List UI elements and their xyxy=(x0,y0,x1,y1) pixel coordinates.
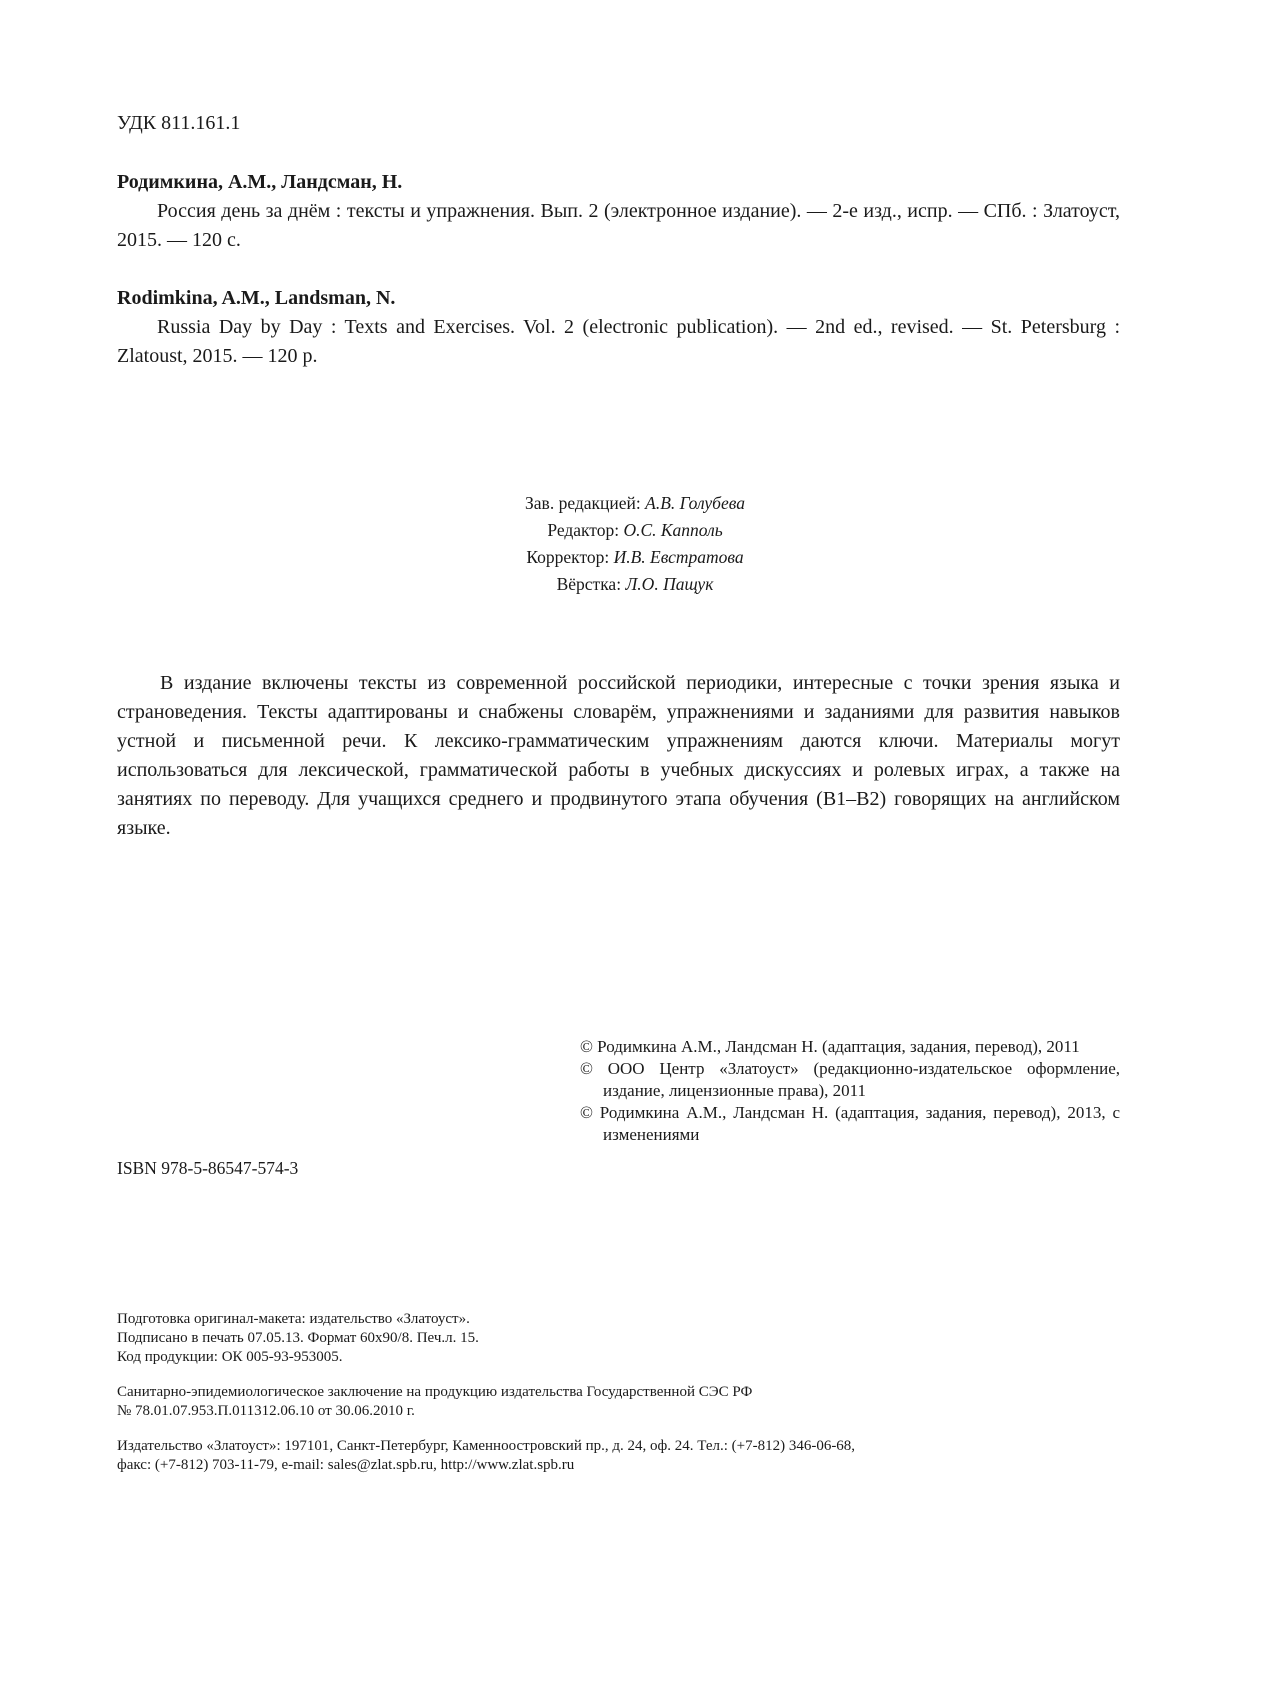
staff-line xyxy=(0,517,1270,544)
udk-code: УДК 811.161.1 xyxy=(117,112,241,134)
bibliographic-entry-english xyxy=(117,284,1120,371)
staff-line xyxy=(0,544,1270,571)
imprint-line: № 78.01.07.953.П.011312.06.10 от 30.06.2010 г. xyxy=(117,1403,415,1419)
staff-line xyxy=(0,490,1270,517)
staff-role: Вёрстка: xyxy=(556,574,622,594)
staff-name: И.В. Евстратова xyxy=(613,547,744,567)
editorial-staff xyxy=(0,490,1270,598)
staff-name: О.С. Капполь xyxy=(623,520,723,540)
imprint-production xyxy=(117,1310,1120,1367)
staff-name: А.В. Голубева xyxy=(645,493,745,513)
bibliographic-entry-russian xyxy=(117,168,1120,255)
staff-line xyxy=(0,571,1270,598)
isbn: ISBN 978-5-86547-574-3 xyxy=(117,1158,299,1178)
staff-role: Корректор: xyxy=(526,547,610,567)
imprint-line: Подписано в печать 07.05.13. Формат 60x90/8. Печ.л. 15. xyxy=(117,1330,479,1346)
imprint-publisher xyxy=(117,1437,1120,1475)
imprint-line: Издательство «Златоуст»: 197101, Санкт-Петербург, Каменноостровский пр., д. 24, оф. 24. Тел.: (+7-812) 346-06-68, xyxy=(117,1438,856,1454)
entry-description: Russia Day by Day : Texts and Exercises. Vol. 2 (electronic publication). — 2nd ed., revised. — St. Petersburg : Zlatoust, 2015. — 120 p. xyxy=(117,316,1120,367)
copyright-notice: © Родимкина А.М., Ландсман Н. (адаптация, задания, перевод), 2011 xyxy=(580,1037,1080,1056)
staff-role: Редактор: xyxy=(547,520,620,540)
imprint xyxy=(117,1310,1120,1491)
staff-name: Л.О. Пащук xyxy=(625,574,714,594)
copyright-notices xyxy=(580,1036,1120,1146)
imprint-line: факс: (+7-812) 703-11-79, e-mail: sales@zlat.spb.ru, http://www.zlat.spb.ru xyxy=(117,1457,575,1473)
imprint-sanitary xyxy=(117,1383,1120,1421)
entry-description: Россия день за днём : тексты и упражнения. Вып. 2 (электронное издание). — 2-е изд., испр. — СПб. : Златоуст, 2015. — 120 с. xyxy=(117,200,1120,251)
book-abstract: В издание включены тексты из современной российской периодики, интересные с точки зрения языка и страноведения. Тексты адаптированы и снабжены словарём, упражнениями и заданиями для развития навыков устной и письменной речи. К лексико-грамматическим упражнениям даются ключи. Материалы могут использоваться для лексической, грамматической работы в учебных дискуссиях и ролевых играх, а также на занятиях по переводу. Для учащихся среднего и продвинутого этапа обучения (В1–В2) говорящих на английском языке. xyxy=(117,672,1120,839)
entry-authors: Rodimkina, A.M., Landsman, N. xyxy=(117,287,396,309)
entry-authors: Родимкина, А.М., Ландсман, Н. xyxy=(117,171,403,193)
imprint-line: Санитарно-эпидемиологическое заключение на продукцию издательства Государственной СЭС РФ xyxy=(117,1384,753,1400)
imprint-line: Код продукции: ОК 005-93-953005. xyxy=(117,1349,343,1365)
imprint-line: Подготовка оригинал-макета: издательство «Златоуст». xyxy=(117,1311,470,1327)
copyright-notice: © Родимкина А.М., Ландсман Н. (адаптация, задания, перевод), 2013, с изменениями xyxy=(580,1103,1120,1144)
staff-role: Зав. редакцией: xyxy=(525,493,641,513)
copyright-notice: © ООО Центр «Златоуст» (редакционно-издательское оформление, издание, лицензионные права), 2011 xyxy=(580,1059,1120,1100)
